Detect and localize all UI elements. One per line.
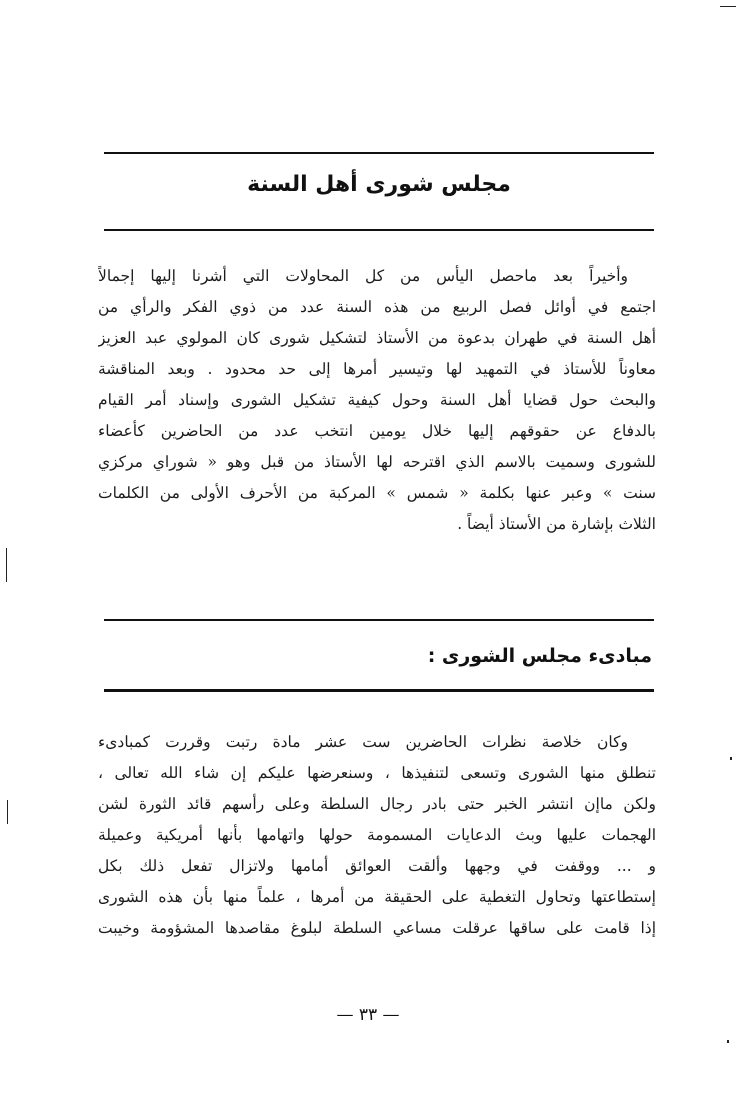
page-number: — ٣٣ — [336,1005,400,1025]
section-title: مجلس شورى أهل السنة [247,172,511,197]
paragraph-line: الهجمات عليها وبث الدعايات المسمومة حولها واتهامها بأنها أمريكية وعميلة [98,826,656,844]
paragraph-line: و ... ووقفت في وجهها وألقت العوائق أمامها ولاتزال تفعل ذلك بكل [98,857,656,875]
heading-bottom-rule [104,229,654,231]
scan-mark-bottom-right-dot [727,1040,729,1043]
subheading-top-rule [104,619,654,621]
paragraph-1 [98,261,656,540]
scan-mark-left-2 [7,800,8,824]
paragraph-line: اجتمع في أوائل فصل الربيع من هذه السنة عدد من ذوي الفكر والرأي من [98,298,656,316]
paragraph-line: معاوناً للأستاذ في التمهيد لها وتيسير أمرها إلى حد محدود . وبعد المناقشة [98,360,656,378]
paragraph-2 [98,727,656,944]
paragraph-line: للشورى وسميت بالاسم الذي اقترحه لها الأستاذ من قبل وهو « شوراي مركزي [98,453,656,471]
paragraph-line: إستطاعتها وتحاول التغطية على الحقيقة من أمرها ، علماً منها بأن هذه الشورى [98,888,656,906]
paragraph-line: ولكن ماإن انتشر الخبر حتى بادر رجال السلطة وعلى رأسهم قائد الثورة لشن [98,795,656,813]
paragraph-line: والبحث حول قضايا أهل السنة وحول كيفية تشكيل الشورى وإسناد أمر القيام [98,391,656,409]
paragraph-line: تنطلق منها الشورى وتسعى لتنفيذها ، وسنعرضها عليكم إن شاء الله تعالى ، [98,764,656,782]
paragraph-line: إذا قامت على ساقها عرقلت مساعي السلطة لبلوغ مقاصدها المشؤومة وخيبت [98,919,656,937]
paragraph-line: وكان خلاصة نظرات الحاضرين ست عشر مادة رتبت وقررت كمبادىء [98,733,629,751]
scan-mark-right-dot [730,757,732,760]
paragraph-line: أهل السنة في طهران بدعوة من الأستاذ لتشكيل شورى كان المولوي عبد العزيز [98,329,656,347]
paragraph-line: وأخيراً بعد ماحصل اليأس من كل المحاولات التي أشرنا إليها إجمالاً [98,267,628,285]
scan-mark-top-right [720,6,736,7]
paragraph-line: بالدفاع عن حقوقهم إليها خلال يومين انتخب عدد من الحاضرين كأعضاء [98,422,656,440]
paragraph-line: سنت » وعبر عنها بكلمة « شمس » المركبة من الأحرف الأولى من الكلمات [98,484,656,502]
heading-top-rule [104,152,654,154]
subheading-bottom-rule [104,689,654,692]
scan-mark-left-1 [6,548,7,582]
subsection-title: مبادىء مجلس الشورى : [427,645,652,667]
paragraph-line: الثلاث بإشارة من الأستاذ أيضاً . [457,515,656,533]
